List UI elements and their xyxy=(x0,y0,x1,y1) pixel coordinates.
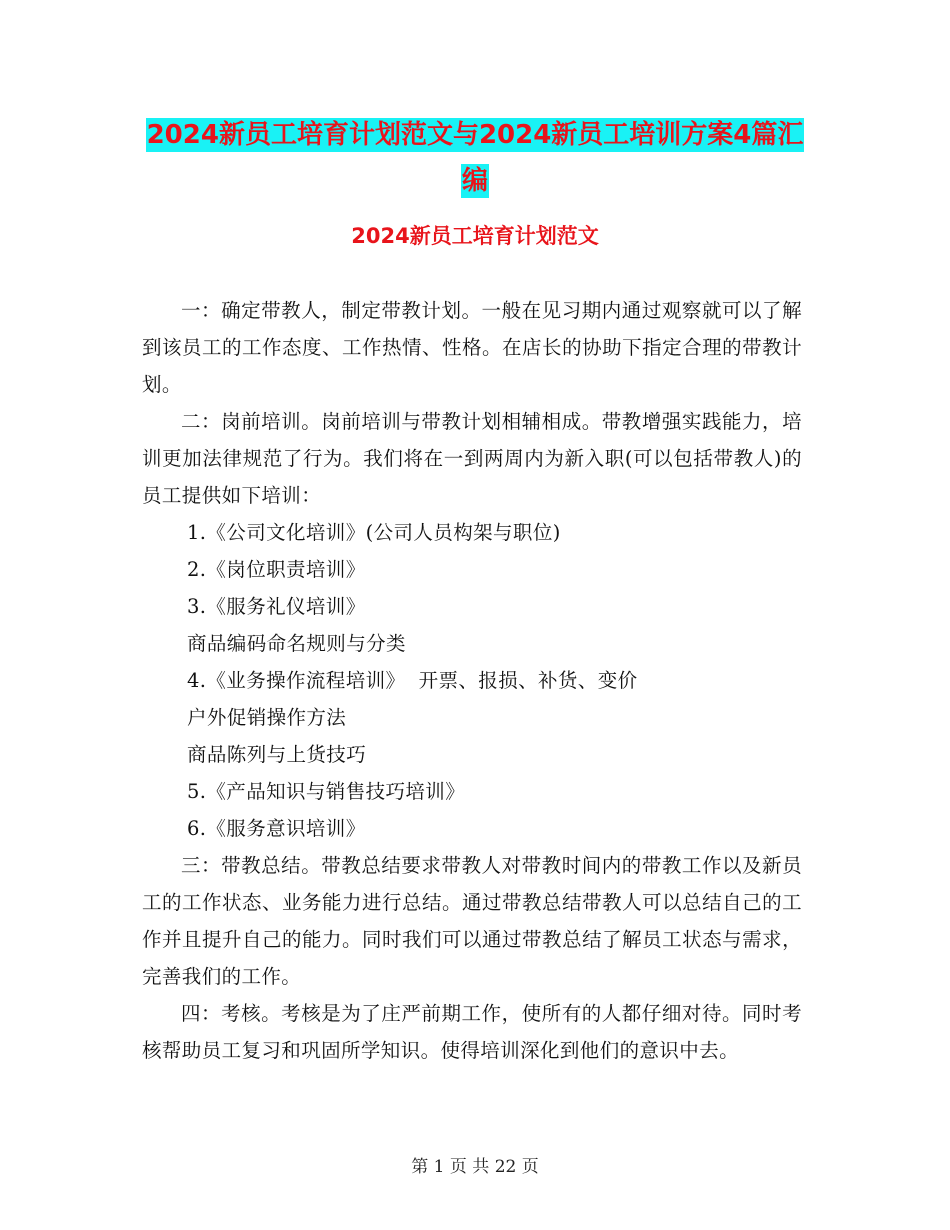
document-body xyxy=(142,292,802,1069)
list-item: 2.《岗位职责培训》 xyxy=(187,558,366,581)
page-footer: 第 1 页 共 22 页 xyxy=(411,1157,539,1177)
section-title: 2024新员工培育计划范文 xyxy=(351,224,599,248)
list-item: 商品编码命名规则与分类 xyxy=(187,632,406,655)
paragraph-3: 三：带教总结。带教总结要求带教人对带教时间内的带教工作以及新员工的工作状态、业务能力进行总结。通过带教总结带教人可以总结自己的工作并且提升自己的能力。同时我们可以通过带教总结了解员工状态与需求，完善我们的工作。 xyxy=(142,854,802,988)
document-title xyxy=(140,112,810,204)
list-item: 4.《业务操作流程培训》 开票、报损、补货、变价 xyxy=(187,669,638,692)
paragraph-2: 二：岗前培训。岗前培训与带教计划相辅相成。带教增强实践能力，培训更加法律规范了行为。我们将在一到两周内为新入职(可以包括带教人)的员工提供如下培训： xyxy=(142,410,802,507)
list-item: 3.《服务礼仪培训》 xyxy=(187,595,366,618)
paragraph-1: 一：确定带教人，制定带教计划。一般在见习期内通过观察就可以了解到该员工的工作态度、工作热情、性格。在店长的协助下指定合理的带教计划。 xyxy=(142,299,802,396)
list-item: 1.《公司文化培训》(公司人员构架与职位) xyxy=(187,521,561,544)
paragraph-4: 四：考核。考核是为了庄严前期工作，使所有的人都仔细对待。同时考核帮助员工复习和巩固所学知识。使得培训深化到他们的意识中去。 xyxy=(142,1002,802,1062)
list-item: 6.《服务意识培训》 xyxy=(187,817,366,840)
list-item: 户外促销操作方法 xyxy=(187,706,347,729)
list-item: 5.《产品知识与销售技巧培训》 xyxy=(187,780,466,803)
list-item: 商品陈列与上货技巧 xyxy=(187,743,367,766)
document-title-text: 2024新员工培育计划范文与2024新员工培训方案4篇汇编 xyxy=(146,120,804,196)
